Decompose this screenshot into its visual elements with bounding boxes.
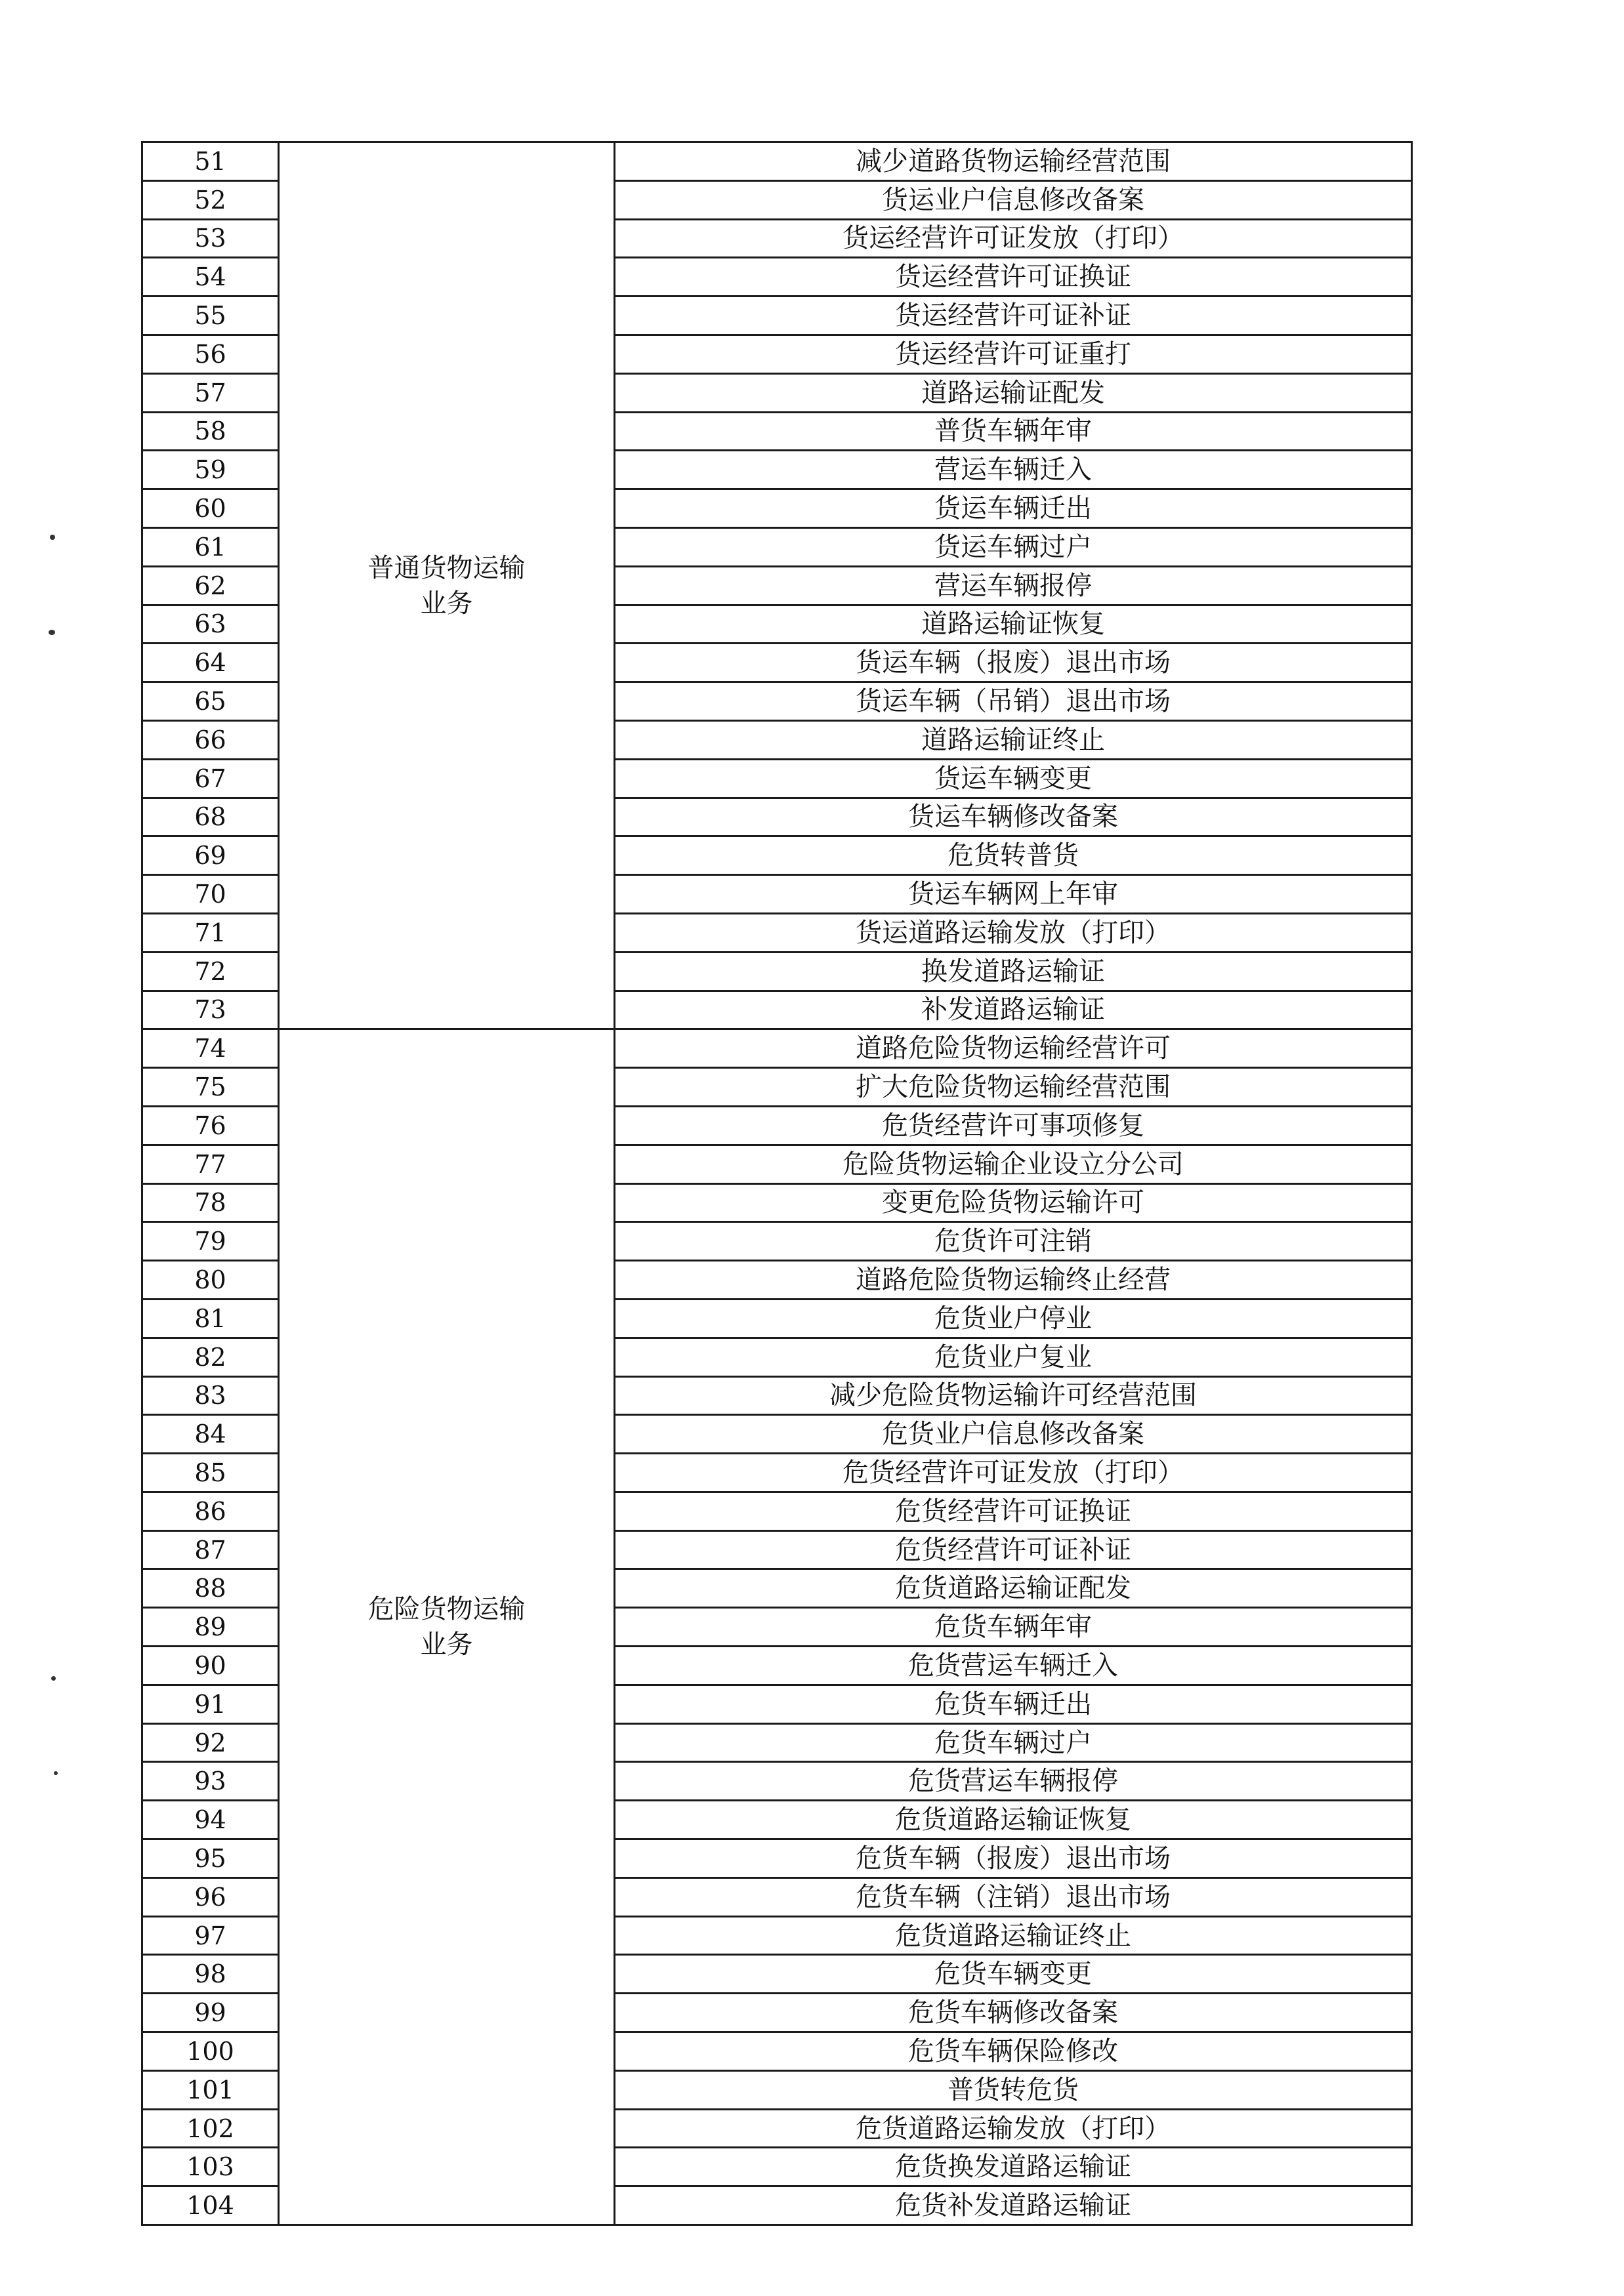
row-number: 94 (142, 1801, 279, 1839)
business-category (279, 1029, 615, 2225)
business-items-table (141, 141, 1413, 2226)
row-number: 52 (142, 180, 279, 219)
business-item: 危货业户信息修改备案 (615, 1415, 1412, 1454)
row-number: 76 (142, 1106, 279, 1145)
row-number: 88 (142, 1569, 279, 1608)
business-item: 危货车辆（注销）退出市场 (615, 1877, 1412, 1916)
scan-speck (49, 630, 55, 635)
business-item: 危险货物运输企业设立分公司 (615, 1145, 1412, 1183)
row-number: 58 (142, 412, 279, 451)
table-container (141, 141, 1413, 2226)
row-number: 56 (142, 335, 279, 373)
row-number: 97 (142, 1916, 279, 1955)
row-number: 85 (142, 1454, 279, 1492)
business-item: 道路运输证配发 (615, 373, 1412, 412)
row-number: 62 (142, 566, 279, 605)
row-number: 80 (142, 1261, 279, 1300)
business-item: 危货车辆保险修改 (615, 2032, 1412, 2071)
business-item: 货运车辆迁出 (615, 489, 1412, 528)
row-number: 104 (142, 2186, 279, 2225)
business-item: 危货车辆变更 (615, 1955, 1412, 1994)
row-number: 90 (142, 1647, 279, 1685)
business-item: 普货车辆年审 (615, 412, 1412, 451)
row-number: 101 (142, 2070, 279, 2109)
business-item: 货运车辆过户 (615, 527, 1412, 566)
row-number: 60 (142, 489, 279, 528)
row-number: 53 (142, 219, 279, 258)
business-item: 货运道路运输发放（打印） (615, 913, 1412, 952)
business-category (279, 142, 615, 1029)
row-number: 79 (142, 1222, 279, 1261)
row-number: 75 (142, 1068, 279, 1107)
row-number: 91 (142, 1685, 279, 1723)
row-number: 74 (142, 1029, 279, 1068)
row-number: 102 (142, 2109, 279, 2148)
row-number: 54 (142, 258, 279, 297)
row-number: 65 (142, 682, 279, 721)
row-number: 77 (142, 1145, 279, 1183)
row-number: 84 (142, 1415, 279, 1454)
row-number: 68 (142, 798, 279, 836)
row-number: 82 (142, 1338, 279, 1376)
business-category-line2: 业务 (420, 1630, 473, 1660)
row-number: 96 (142, 1877, 279, 1916)
business-item: 补发道路运输证 (615, 991, 1412, 1029)
row-number: 98 (142, 1955, 279, 1994)
row-number: 72 (142, 952, 279, 991)
business-category-line2: 业务 (420, 588, 473, 619)
business-item: 货运车辆变更 (615, 759, 1412, 798)
table-body (142, 142, 1412, 2225)
row-number: 55 (142, 297, 279, 335)
business-item: 货运经营许可证重打 (615, 335, 1412, 373)
business-category-line1: 普通货物运输 (367, 552, 526, 583)
business-item: 危货车辆（报废）退出市场 (615, 1839, 1412, 1878)
row-number: 61 (142, 527, 279, 566)
business-item: 货运经营许可证补证 (615, 297, 1412, 335)
business-item: 危货转普货 (615, 836, 1412, 875)
row-number: 93 (142, 1762, 279, 1801)
row-number: 69 (142, 836, 279, 875)
row-number: 83 (142, 1376, 279, 1415)
row-number: 64 (142, 644, 279, 682)
row-number: 99 (142, 1994, 279, 2032)
scan-speck (50, 535, 55, 540)
business-item: 危货道路运输证配发 (615, 1569, 1412, 1608)
business-item: 货运业户信息修改备案 (615, 180, 1412, 219)
business-item: 货运车辆网上年审 (615, 875, 1412, 914)
row-number: 57 (142, 373, 279, 412)
row-number: 73 (142, 991, 279, 1029)
scan-speck (54, 1771, 58, 1775)
business-item: 危货业户复业 (615, 1338, 1412, 1376)
business-item: 危货道路运输证终止 (615, 1916, 1412, 1955)
business-item: 危货补发道路运输证 (615, 2186, 1412, 2225)
business-item: 危货经营许可证换证 (615, 1492, 1412, 1530)
business-item: 道路运输证恢复 (615, 605, 1412, 644)
business-item: 营运车辆报停 (615, 566, 1412, 605)
row-number: 63 (142, 605, 279, 644)
business-item: 危货车辆年审 (615, 1608, 1412, 1647)
scan-speck (51, 1676, 56, 1681)
business-item: 普货转危货 (615, 2070, 1412, 2109)
row-number: 78 (142, 1183, 279, 1222)
business-item: 危货营运车辆报停 (615, 1762, 1412, 1801)
business-item: 危货道路运输发放（打印） (615, 2109, 1412, 2148)
row-number: 92 (142, 1723, 279, 1762)
row-number: 81 (142, 1299, 279, 1338)
business-item: 换发道路运输证 (615, 952, 1412, 991)
business-item: 危货许可注销 (615, 1222, 1412, 1261)
business-item: 货运经营许可证发放（打印） (615, 219, 1412, 258)
row-number: 66 (142, 720, 279, 759)
row-number: 59 (142, 451, 279, 489)
row-number: 95 (142, 1839, 279, 1878)
row-number: 51 (142, 142, 279, 181)
business-item: 减少道路货物运输经营范围 (615, 142, 1412, 181)
business-item: 货运车辆（吊销）退出市场 (615, 682, 1412, 721)
business-item: 道路危险货物运输终止经营 (615, 1261, 1412, 1300)
business-item: 减少危险货物运输许可经营范围 (615, 1376, 1412, 1415)
business-item: 道路运输证终止 (615, 720, 1412, 759)
row-number: 87 (142, 1530, 279, 1569)
table-row (142, 1029, 1412, 1068)
row-number: 86 (142, 1492, 279, 1530)
business-item: 危货业户停业 (615, 1299, 1412, 1338)
business-item: 变更危险货物运输许可 (615, 1183, 1412, 1222)
business-item: 危货车辆修改备案 (615, 1994, 1412, 2032)
business-item: 危货车辆迁出 (615, 1685, 1412, 1723)
business-item: 营运车辆迁入 (615, 451, 1412, 489)
row-number: 100 (142, 2032, 279, 2071)
business-item: 危货经营许可证补证 (615, 1530, 1412, 1569)
business-item: 扩大危险货物运输经营范围 (615, 1068, 1412, 1107)
business-item: 货运经营许可证换证 (615, 258, 1412, 297)
business-item: 货运车辆修改备案 (615, 798, 1412, 836)
business-item: 危货营运车辆迁入 (615, 1647, 1412, 1685)
business-category-line1: 危险货物运输 (367, 1594, 526, 1625)
row-number: 103 (142, 2148, 279, 2186)
business-item: 危货车辆过户 (615, 1723, 1412, 1762)
business-item: 危货经营许可事项修复 (615, 1106, 1412, 1145)
row-number: 67 (142, 759, 279, 798)
business-item: 危货经营许可证发放（打印） (615, 1454, 1412, 1492)
business-item: 危货道路运输证恢复 (615, 1801, 1412, 1839)
business-item: 道路危险货物运输经营许可 (615, 1029, 1412, 1068)
business-item: 危货换发道路运输证 (615, 2148, 1412, 2186)
row-number: 71 (142, 913, 279, 952)
business-item: 货运车辆（报废）退出市场 (615, 644, 1412, 682)
row-number: 70 (142, 875, 279, 914)
row-number: 89 (142, 1608, 279, 1647)
table-row (142, 142, 1412, 181)
